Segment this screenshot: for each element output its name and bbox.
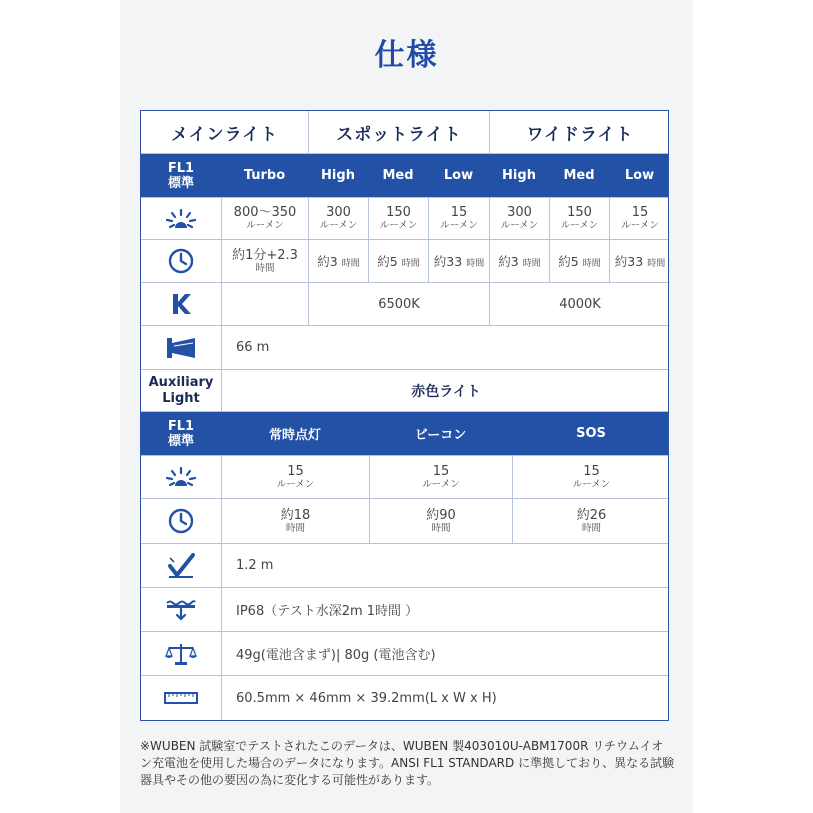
value: 150: [386, 205, 411, 220]
aux-label-line1: Auxiliary: [148, 374, 214, 390]
color-temp-turbo-empty: [221, 283, 308, 325]
lumens-spot-high: [308, 198, 368, 239]
unit: 時間: [581, 522, 601, 534]
unit: ルーメン: [379, 220, 418, 231]
lumens-spot-med: [368, 198, 428, 239]
impact-row: [141, 543, 668, 587]
group-spot-light: スポットライト: [308, 111, 489, 153]
unit: ルーメン: [621, 220, 659, 231]
value: 15: [450, 205, 468, 220]
unit: 時間: [466, 259, 485, 269]
mode-wide-high: High: [502, 168, 536, 183]
aux-runtime-row: [141, 498, 668, 543]
clock-icon: [141, 240, 221, 282]
unit: ルーメン: [440, 220, 478, 231]
runtime-wide-med: [549, 240, 609, 282]
fl1-text: FL1: [167, 160, 195, 176]
runtime-wide-low: [609, 240, 670, 282]
aux-runtime-sos: [512, 499, 670, 543]
scale-icon: [141, 632, 221, 675]
distance-row: [141, 325, 668, 369]
weight-row: [141, 631, 668, 675]
value: 約26: [576, 507, 607, 523]
unit: ルーメン: [572, 478, 611, 490]
impact-check-icon: [141, 544, 221, 587]
page-title: 仕様: [374, 38, 439, 73]
value: 15: [287, 463, 304, 479]
waterproof-value: IP68（テスト水深2m 1時間 ）: [221, 588, 670, 631]
standard-text: 標準: [167, 433, 194, 449]
aux-lumens-row: [141, 455, 668, 498]
value: 約18: [280, 507, 311, 523]
runtime-row: [141, 239, 668, 282]
value: 約3: [498, 254, 519, 269]
aux-lumens-sos: [512, 456, 670, 498]
aux-mode-beacon: ビーコン: [414, 428, 467, 443]
weight-value: 49g(電池含まず)| 80g (電池含む): [221, 632, 670, 675]
color-temp-spot: 6500K: [308, 283, 489, 325]
value: 800～350: [233, 205, 297, 220]
group-header-row: [141, 111, 668, 153]
aux-mode-sos: SOS: [576, 426, 606, 441]
kelvin-icon: [141, 283, 221, 325]
lumens-wide-med: [549, 198, 609, 239]
group-main-light: メインライト: [170, 124, 279, 145]
unit: ルーメン: [319, 220, 358, 231]
value: 約33: [433, 254, 463, 269]
impact-value: 1.2 m: [221, 544, 670, 587]
value: 15: [583, 463, 600, 479]
value: 150: [567, 205, 592, 220]
aux-label: [141, 370, 221, 411]
color-temp-row: [141, 282, 668, 325]
runtime-turbo: [221, 240, 308, 282]
unit: ルーメン: [560, 220, 599, 231]
unit: ルーメン: [246, 220, 284, 231]
unit: 時間: [647, 259, 666, 269]
mode-wide-med: Med: [563, 168, 595, 183]
ruler-icon: [141, 676, 221, 720]
value: 約90: [426, 507, 456, 523]
size-value: 60.5mm × 46mm × 39.2mm(L x W x H): [221, 676, 670, 720]
aux-runtime-beacon: [369, 499, 512, 543]
aux-lumens-beacon: [369, 456, 512, 498]
sunburst-icon: [141, 198, 221, 239]
size-row: [141, 675, 668, 720]
unit: 時間: [285, 522, 305, 534]
waterproof-row: [141, 587, 668, 631]
unit: 時間: [582, 259, 601, 269]
lumens-spot-low: [428, 198, 489, 239]
aux-runtime-steady: [221, 499, 369, 543]
sunburst-icon: [141, 456, 221, 498]
spec-table: [140, 110, 669, 721]
lumens-wide-low: [609, 198, 670, 239]
value: 約3: [317, 254, 338, 269]
runtime-spot-med: [368, 240, 428, 282]
aux-mode-steady: 常時点灯: [268, 428, 321, 443]
mode-wide-low: Low: [624, 168, 655, 183]
lumens-row: [141, 197, 668, 239]
aux-mode-header-row: [141, 411, 668, 455]
aux-fl1-standard-label: [141, 412, 221, 455]
unit: ルーメン: [276, 478, 315, 490]
value: 約1分+2.3: [232, 247, 298, 263]
group-wide-light: ワイドライト: [489, 111, 670, 153]
runtime-spot-high: [308, 240, 368, 282]
fl1-standard-label: [141, 154, 221, 197]
unit: ルーメン: [422, 478, 460, 490]
runtime-spot-low: [428, 240, 489, 282]
aux-row: [141, 369, 668, 411]
standard-text: 標準: [167, 175, 194, 191]
color-temp-wide: 4000K: [489, 283, 670, 325]
unit: 時間: [255, 262, 275, 274]
lumens-turbo: [221, 198, 308, 239]
mode-spot-high: High: [321, 168, 355, 183]
mode-spot-med: Med: [382, 168, 414, 183]
mode-turbo: Turbo: [243, 168, 286, 183]
lumens-wide-high: [489, 198, 549, 239]
beam-icon: [141, 326, 221, 369]
unit: 時間: [431, 522, 451, 534]
value: 15: [432, 463, 450, 479]
waterproof-icon: [141, 588, 221, 631]
footnote: ※WUBEN 試験室でテストされたこのデータは、WUBEN 製403010U-ABM1700R リチウムイオン充電池を使用した場合のデータになります。ANSI FL1 STANDARD に準拠しており、異なる試験器具やその他の要因の為に変化する可能性があります。: [140, 739, 675, 787]
value: 約33: [614, 254, 644, 269]
fl1-text: FL1: [167, 418, 195, 434]
value: 約5: [377, 254, 398, 269]
unit: 時間: [341, 259, 360, 269]
aux-lumens-steady: [221, 456, 369, 498]
distance-value: 66 m: [221, 326, 670, 369]
runtime-wide-high: [489, 240, 549, 282]
value: 300: [326, 205, 351, 220]
value: 15: [631, 205, 649, 220]
aux-value: 赤色ライト: [221, 370, 670, 411]
unit: 時間: [522, 259, 541, 269]
mode-spot-low: Low: [443, 168, 474, 183]
aux-label-line2: Light: [162, 390, 200, 406]
value: 約5: [558, 254, 579, 269]
clock-icon: [141, 499, 221, 543]
unit: 時間: [401, 259, 420, 269]
unit: ルーメン: [500, 220, 539, 231]
mode-header-row: [141, 153, 668, 197]
value: 300: [507, 205, 532, 220]
